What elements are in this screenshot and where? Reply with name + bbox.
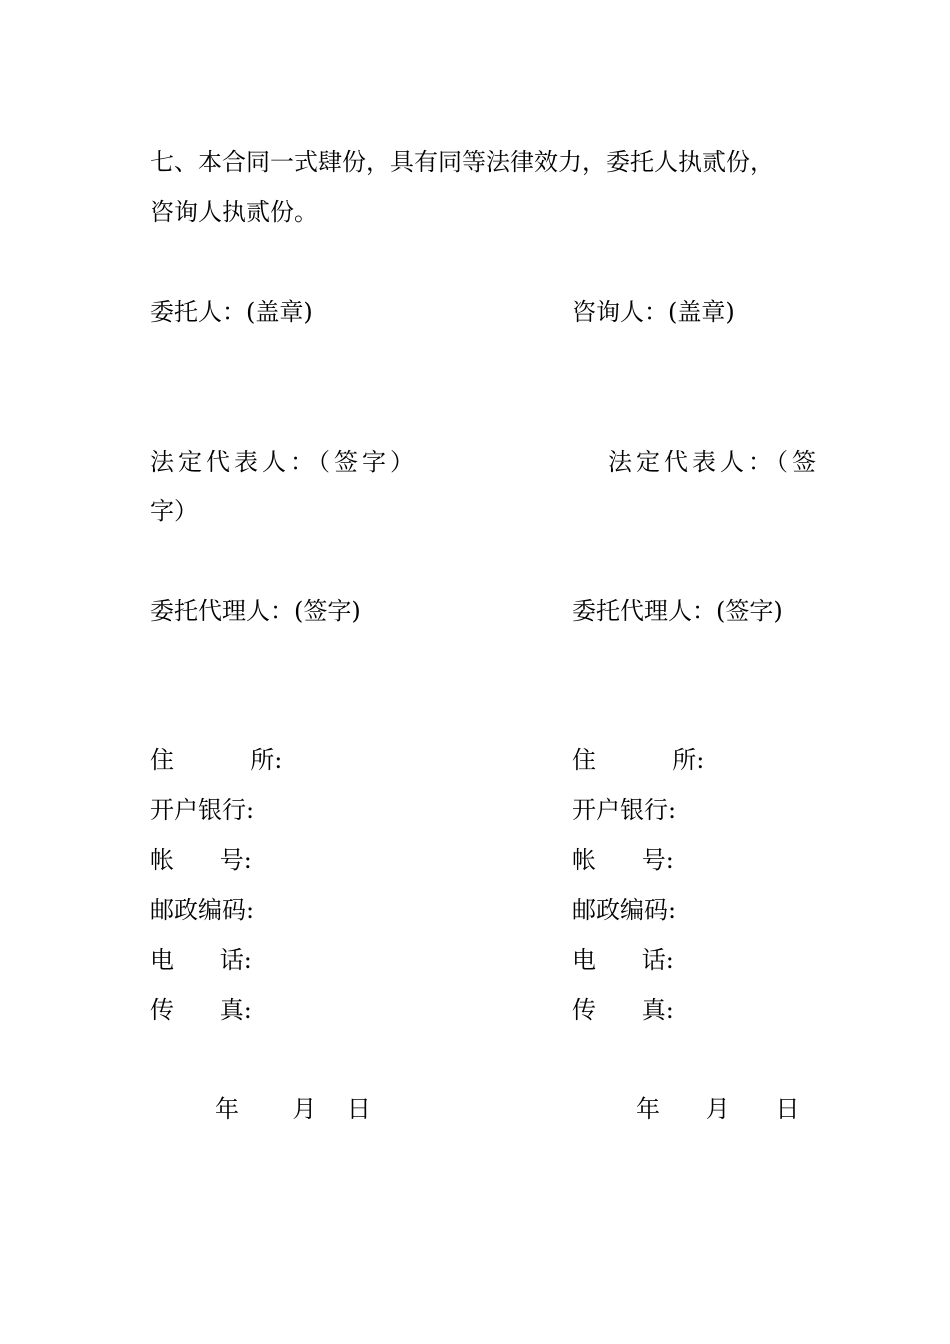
consultant-legal-rep-label-wrap: 字）: [150, 497, 198, 525]
consultant-date-label: 年 月 日: [636, 1095, 800, 1123]
consultant-fax-label: 传 真:: [572, 996, 674, 1024]
client-fax-label: 传 真:: [150, 996, 252, 1024]
consultant-legal-rep-label: 法定代表人：（签: [608, 448, 820, 476]
consultant-bank-label: 开户银行:: [572, 796, 677, 824]
client-account-label: 帐 号:: [150, 846, 252, 874]
client-bank-label: 开户银行:: [150, 796, 255, 824]
client-postcode-label: 邮政编码:: [150, 896, 255, 924]
consultant-phone-label: 电 话:: [572, 946, 674, 974]
consultant-address-label: 住 所:: [572, 746, 705, 774]
consultant-seal-label: 咨询人：(盖章): [572, 298, 735, 326]
consultant-postcode-label: 邮政编码:: [572, 896, 677, 924]
client-date-label: 年 月 日: [215, 1095, 371, 1123]
client-seal-label: 委托人：(盖章): [150, 298, 313, 326]
client-address-label: 住 所:: [150, 746, 283, 774]
clause-seven-line-2: 咨询人执贰份。: [150, 198, 318, 226]
client-legal-rep-label: 法定代表人：（签字）: [150, 448, 418, 476]
client-agent-label: 委托代理人：(签字): [150, 597, 361, 625]
consultant-agent-label: 委托代理人：(签字): [572, 597, 783, 625]
clause-seven-line-1: 七、本合同一式肆份，具有同等法律效力，委托人执贰份，: [150, 148, 774, 176]
client-phone-label: 电 话:: [150, 946, 252, 974]
consultant-account-label: 帐 号:: [572, 846, 674, 874]
